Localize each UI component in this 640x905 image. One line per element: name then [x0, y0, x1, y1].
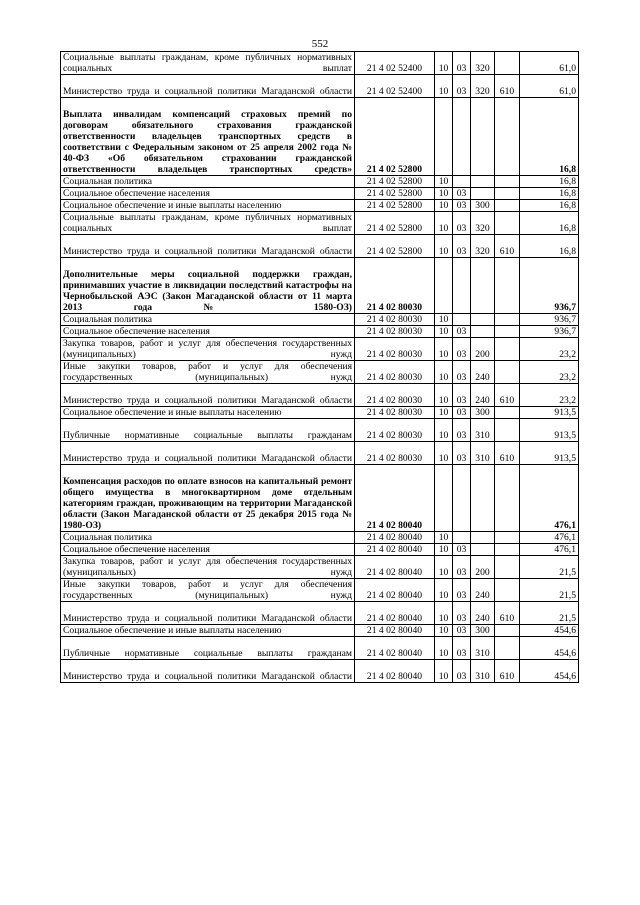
ministry-code-cell [495, 407, 520, 419]
target-code-cell: 21 4 02 80030 [355, 326, 435, 338]
ministry-code-cell [495, 326, 520, 338]
target-code-cell: 21 4 02 80030 [355, 338, 435, 361]
target-code-cell: 21 4 02 80030 [355, 442, 435, 465]
expense-type-cell [471, 532, 495, 544]
expense-name-cell: Социальное обеспечение и иные выплаты населению [61, 625, 355, 637]
section-cell [435, 465, 453, 532]
subsection-cell [453, 176, 471, 188]
target-code-cell: 21 4 02 80030 [355, 419, 435, 442]
table-row [61, 532, 579, 544]
expense-name-cell: Социальная политика [61, 314, 355, 326]
table-row [61, 556, 579, 579]
budget-table-body [61, 52, 579, 683]
expense-name-cell: Публичные нормативные социальные выплаты гражданам [61, 419, 355, 442]
section-cell [435, 258, 453, 314]
ministry-code-cell: 610 [495, 602, 520, 625]
target-code-cell: 21 4 02 52400 [355, 75, 435, 98]
ministry-code-cell: 610 [495, 75, 520, 98]
ministry-code-cell [495, 544, 520, 556]
subsection-cell: 03 [453, 384, 471, 407]
section-cell: 10 [435, 188, 453, 200]
target-code-cell: 21 4 02 52800 [355, 188, 435, 200]
amount-cell: 21,5 [520, 579, 579, 602]
expense-name-cell: Социальное обеспечение населения [61, 544, 355, 556]
expense-name-cell: Социальная политика [61, 176, 355, 188]
amount-cell: 21,5 [520, 556, 579, 579]
target-code-cell: 21 4 02 52800 [355, 212, 435, 235]
section-cell: 10 [435, 75, 453, 98]
target-code-cell: 21 4 02 52800 [355, 235, 435, 258]
amount-cell: 16,8 [520, 98, 579, 176]
expense-name-cell: Социальное обеспечение населения [61, 326, 355, 338]
target-code-cell: 21 4 02 80040 [355, 556, 435, 579]
amount-cell: 61,0 [520, 75, 579, 98]
target-code-cell: 21 4 02 52800 [355, 98, 435, 176]
ministry-code-cell [495, 176, 520, 188]
expense-name-cell: Социальные выплаты гражданам, кроме публичных нормативных социальных выплат [61, 52, 355, 75]
expense-name-cell: Социальная политика [61, 532, 355, 544]
amount-cell: 23,2 [520, 361, 579, 384]
section-cell: 10 [435, 361, 453, 384]
target-code-cell: 21 4 02 80040 [355, 579, 435, 602]
expense-type-cell: 310 [471, 660, 495, 683]
expense-name-cell: Публичные нормативные социальные выплаты гражданам [61, 637, 355, 660]
subsection-cell: 03 [453, 326, 471, 338]
subsection-cell: 03 [453, 407, 471, 419]
ministry-code-cell [495, 258, 520, 314]
ministry-code-cell [495, 212, 520, 235]
section-cell: 10 [435, 200, 453, 212]
section-cell: 10 [435, 660, 453, 683]
expense-name-cell: Министерство труда и социальной политики Магаданской области [61, 75, 355, 98]
section-cell: 10 [435, 212, 453, 235]
target-code-cell: 21 4 02 80030 [355, 407, 435, 419]
budget-table [60, 51, 579, 683]
section-cell: 10 [435, 544, 453, 556]
subsection-cell: 03 [453, 637, 471, 660]
expense-type-cell: 300 [471, 625, 495, 637]
table-row [61, 75, 579, 98]
subsection-cell [453, 465, 471, 532]
expense-type-cell [471, 176, 495, 188]
table-row [61, 384, 579, 407]
section-cell: 10 [435, 625, 453, 637]
amount-cell: 476,1 [520, 465, 579, 532]
expense-type-cell: 300 [471, 200, 495, 212]
expense-name-cell: Министерство труда и социальной политики Магаданской области [61, 442, 355, 465]
ministry-code-cell [495, 188, 520, 200]
expense-name-cell: Министерство труда и социальной политики Магаданской области [61, 602, 355, 625]
expense-name-cell: Закупка товаров, работ и услуг для обеспечения государственных (муниципальных) нужд [61, 338, 355, 361]
target-code-cell: 21 4 02 52800 [355, 200, 435, 212]
section-cell: 10 [435, 176, 453, 188]
expense-type-cell [471, 465, 495, 532]
section-cell: 10 [435, 235, 453, 258]
expense-name-cell: Министерство труда и социальной политики Магаданской области [61, 384, 355, 407]
expense-type-cell: 320 [471, 75, 495, 98]
expense-name-cell: Закупка товаров, работ и услуг для обеспечения государственных (муниципальных) нужд [61, 556, 355, 579]
section-cell: 10 [435, 338, 453, 361]
expense-type-cell [471, 188, 495, 200]
expense-type-cell: 320 [471, 52, 495, 75]
amount-cell: 16,8 [520, 188, 579, 200]
target-code-cell: 21 4 02 80040 [355, 532, 435, 544]
amount-cell: 16,8 [520, 200, 579, 212]
section-cell: 10 [435, 326, 453, 338]
target-code-cell: 21 4 02 80030 [355, 258, 435, 314]
expense-name-cell: Социальное обеспечение населения [61, 188, 355, 200]
section-cell: 10 [435, 442, 453, 465]
section-cell: 10 [435, 52, 453, 75]
subsection-cell: 03 [453, 188, 471, 200]
expense-type-cell: 240 [471, 361, 495, 384]
table-row [61, 235, 579, 258]
amount-cell: 936,7 [520, 314, 579, 326]
expense-name-cell: Министерство труда и социальной политики Магаданской области [61, 235, 355, 258]
subsection-cell: 03 [453, 602, 471, 625]
subsection-cell: 03 [453, 52, 471, 75]
table-row [61, 419, 579, 442]
subsection-cell: 03 [453, 660, 471, 683]
table-row [61, 625, 579, 637]
table-row [61, 544, 579, 556]
section-cell: 10 [435, 407, 453, 419]
table-row [61, 188, 579, 200]
table-row [61, 637, 579, 660]
expense-type-cell: 310 [471, 419, 495, 442]
expense-name-cell: Министерство труда и социальной политики Магаданской области [61, 660, 355, 683]
amount-cell: 936,7 [520, 326, 579, 338]
subsection-cell [453, 532, 471, 544]
ministry-code-cell [495, 314, 520, 326]
subsection-cell: 03 [453, 556, 471, 579]
table-row [61, 98, 579, 176]
target-code-cell: 21 4 02 80040 [355, 465, 435, 532]
amount-cell: 454,6 [520, 660, 579, 683]
expense-type-cell: 240 [471, 384, 495, 407]
table-row [61, 602, 579, 625]
amount-cell: 23,2 [520, 384, 579, 407]
expense-name-cell: Дополнительные меры социальной поддержки граждан, принимавших участие в ликвидации последствий катастрофы на Чернобыльской АЭС (Закон Магаданской области от 11 марта 2013 года № 1580-ОЗ) [61, 258, 355, 314]
section-cell: 10 [435, 419, 453, 442]
amount-cell: 61,0 [520, 52, 579, 75]
expense-type-cell: 300 [471, 407, 495, 419]
section-cell: 10 [435, 314, 453, 326]
expense-type-cell [471, 98, 495, 176]
table-row [61, 176, 579, 188]
amount-cell: 21,5 [520, 602, 579, 625]
ministry-code-cell [495, 465, 520, 532]
expense-type-cell: 240 [471, 579, 495, 602]
expense-type-cell [471, 258, 495, 314]
target-code-cell: 21 4 02 80040 [355, 544, 435, 556]
expense-type-cell: 200 [471, 556, 495, 579]
ministry-code-cell [495, 532, 520, 544]
ministry-code-cell: 610 [495, 660, 520, 683]
table-row [61, 579, 579, 602]
expense-type-cell: 240 [471, 602, 495, 625]
table-row [61, 52, 579, 75]
subsection-cell [453, 314, 471, 326]
table-row [61, 660, 579, 683]
table-row [61, 338, 579, 361]
expense-name-cell: Социальные выплаты гражданам, кроме публичных нормативных социальных выплат [61, 212, 355, 235]
section-cell [435, 98, 453, 176]
table-row [61, 258, 579, 314]
amount-cell: 16,8 [520, 235, 579, 258]
target-code-cell: 21 4 02 80030 [355, 314, 435, 326]
expense-type-cell: 320 [471, 235, 495, 258]
ministry-code-cell [495, 637, 520, 660]
amount-cell: 936,7 [520, 258, 579, 314]
ministry-code-cell [495, 625, 520, 637]
amount-cell: 476,1 [520, 544, 579, 556]
table-row [61, 407, 579, 419]
expense-type-cell [471, 544, 495, 556]
ministry-code-cell [495, 52, 520, 75]
expense-name-cell: Компенсация расходов по оплате взносов на капитальный ремонт общего имущества в многоквартирном доме отдельным категориям граждан, проживающим на территории Магаданской области (Закон Магаданской области от 25 декабря 2015 года № 1980-ОЗ) [61, 465, 355, 532]
subsection-cell: 03 [453, 625, 471, 637]
subsection-cell: 03 [453, 419, 471, 442]
target-code-cell: 21 4 02 52400 [355, 52, 435, 75]
page-number: 552 [311, 38, 329, 50]
subsection-cell: 03 [453, 338, 471, 361]
ministry-code-cell: 610 [495, 235, 520, 258]
expense-name-cell: Иные закупки товаров, работ и услуг для обеспечения государственных (муниципальных) нужд [61, 579, 355, 602]
target-code-cell: 21 4 02 80030 [355, 361, 435, 384]
amount-cell: 16,8 [520, 176, 579, 188]
section-cell: 10 [435, 532, 453, 544]
subsection-cell: 03 [453, 579, 471, 602]
expense-type-cell [471, 326, 495, 338]
ministry-code-cell [495, 361, 520, 384]
amount-cell: 454,6 [520, 637, 579, 660]
subsection-cell: 03 [453, 75, 471, 98]
table-row [61, 361, 579, 384]
subsection-cell: 03 [453, 442, 471, 465]
table-row [61, 465, 579, 532]
amount-cell: 913,5 [520, 442, 579, 465]
expense-name-cell: Выплата инвалидам компенсаций страховых премий по договорам обязательного страхования гражданской ответственности владельцев транспортных средств в соответствии с Федеральным законом от 25 апреля 2002 года № 40-ФЗ «Об обязательном страховании гражданской ответственности владельцев транспортных средств» [61, 98, 355, 176]
table-row [61, 326, 579, 338]
ministry-code-cell [495, 556, 520, 579]
amount-cell: 913,5 [520, 419, 579, 442]
subsection-cell: 03 [453, 200, 471, 212]
subsection-cell [453, 98, 471, 176]
ministry-code-cell [495, 579, 520, 602]
ministry-code-cell [495, 419, 520, 442]
ministry-code-cell [495, 338, 520, 361]
subsection-cell [453, 258, 471, 314]
table-row [61, 314, 579, 326]
target-code-cell: 21 4 02 52800 [355, 176, 435, 188]
target-code-cell: 21 4 02 80040 [355, 602, 435, 625]
expense-type-cell: 310 [471, 637, 495, 660]
ministry-code-cell [495, 98, 520, 176]
amount-cell: 23,2 [520, 338, 579, 361]
section-cell: 10 [435, 637, 453, 660]
section-cell: 10 [435, 556, 453, 579]
subsection-cell: 03 [453, 235, 471, 258]
target-code-cell: 21 4 02 80030 [355, 384, 435, 407]
expense-name-cell: Иные закупки товаров, работ и услуг для обеспечения государственных (муниципальных) нужд [61, 361, 355, 384]
expense-name-cell: Социальное обеспечение и иные выплаты населению [61, 200, 355, 212]
amount-cell: 476,1 [520, 532, 579, 544]
ministry-code-cell: 610 [495, 384, 520, 407]
target-code-cell: 21 4 02 80040 [355, 660, 435, 683]
subsection-cell: 03 [453, 212, 471, 235]
amount-cell: 454,6 [520, 625, 579, 637]
table-row [61, 212, 579, 235]
amount-cell: 16,8 [520, 212, 579, 235]
table-row [61, 442, 579, 465]
expense-type-cell: 200 [471, 338, 495, 361]
section-cell: 10 [435, 384, 453, 407]
expense-type-cell [471, 314, 495, 326]
target-code-cell: 21 4 02 80040 [355, 625, 435, 637]
table-row [61, 200, 579, 212]
amount-cell: 913,5 [520, 407, 579, 419]
subsection-cell: 03 [453, 544, 471, 556]
ministry-code-cell [495, 200, 520, 212]
target-code-cell: 21 4 02 80040 [355, 637, 435, 660]
expense-type-cell: 320 [471, 212, 495, 235]
subsection-cell: 03 [453, 361, 471, 384]
expense-type-cell: 310 [471, 442, 495, 465]
section-cell: 10 [435, 602, 453, 625]
expense-name-cell: Социальное обеспечение и иные выплаты населению [61, 407, 355, 419]
ministry-code-cell: 610 [495, 442, 520, 465]
section-cell: 10 [435, 579, 453, 602]
